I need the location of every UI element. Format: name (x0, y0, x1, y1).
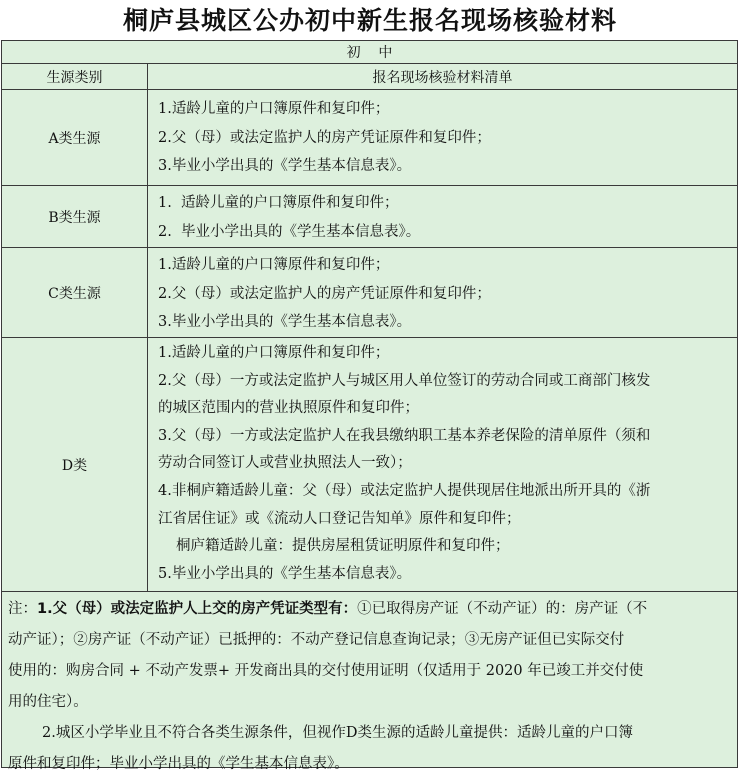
note-bold: 1.父（母）或法定监护人上交的房产凭证类型有： (37, 601, 358, 617)
materials-cell (148, 338, 737, 591)
column-header-category: 生源类别 (2, 64, 148, 89)
category-cell: B类生源 (2, 186, 148, 247)
table-row (2, 248, 737, 338)
materials-cell (148, 186, 737, 247)
material-item: 2.父（母）一方或法定监护人与城区用人单位签订的劳动合同或工商部门核发 (158, 372, 651, 389)
section-header-row (2, 41, 737, 64)
material-item: 桐庐籍适龄儿童：提供房屋租赁证明原件和复印件； (176, 538, 510, 555)
note-line: 用的住宅）。 (8, 694, 88, 710)
table-row (2, 338, 737, 592)
category-cell: A类生源 (2, 90, 148, 185)
note-line: 使用的：购房合同 + 不动产发票+ 开发商出具的交付使用证明（仅适用于 2020 年已竣工并交付使 (8, 663, 644, 679)
material-item: 的城区范围内的营业执照原件和复印件； (158, 400, 419, 417)
section-header: 初 中 (346, 45, 393, 61)
material-item: 1.适龄儿童的户口簿原件和复印件； (158, 345, 390, 361)
note-line: 动产证）；②房产证（不动产证）已抵押的：不动产登记信息查询记录；③无房产证但已实际交付 (8, 632, 625, 648)
material-item: 3.毕业小学出具的《学生基本信息表》。 (158, 158, 412, 174)
material-item: 2.父（母）或法定监护人的房产凭证原件和复印件； (158, 285, 491, 302)
material-item: 劳动合同签订人或营业执照法人一致）； (158, 455, 412, 472)
materials-cell (148, 248, 737, 337)
materials-table (1, 40, 738, 772)
note-line (8, 594, 733, 625)
note-line: 2.城区小学毕业且不符合各类生源条件，但视作D类生源的适龄儿童提供：适龄儿童的户口簿 (42, 725, 633, 741)
material-item: 江省居住证》或《流动人口登记告知单》原件和复印件； (158, 510, 521, 527)
note-rest: ①已取得房产证（不动产证）的：房产证（不 (357, 601, 648, 617)
table-row (2, 186, 737, 248)
material-item: 2.父（母）或法定监护人的房产凭证原件和复印件； (158, 129, 491, 146)
page-title: 桐庐县城区公办初中新生报名现场核验材料 (122, 6, 617, 35)
table-row (2, 90, 737, 186)
column-header-materials: 报名现场核验材料清单 (372, 69, 513, 86)
material-item: 5.毕业小学出具的《学生基本信息表》。 (158, 565, 412, 582)
material-item: 1.适龄儿童的户口簿原件和复印件； (158, 257, 390, 273)
note-prefix: 注： (8, 601, 37, 617)
column-header-row (2, 64, 737, 90)
note-line: 原件和复印件；毕业小学出具的《学生基本信息表》。 (8, 756, 349, 772)
category-cell: D类 (2, 338, 148, 591)
materials-cell (148, 90, 737, 185)
material-item: 2. 毕业小学出具的《学生基本信息表》。 (158, 223, 421, 240)
note-block (8, 594, 733, 780)
material-item: 1.适龄儿童的户口簿原件和复印件； (158, 101, 390, 117)
material-item: 3.父（母）一方或法定监护人在我县缴纳职工基本养老保险的清单原件（须和 (158, 427, 651, 444)
material-item: 1. 适龄儿童的户口簿原件和复印件； (158, 195, 399, 211)
material-item: 3.毕业小学出具的《学生基本信息表》。 (158, 314, 412, 330)
category-cell: C类生源 (2, 248, 148, 337)
note-row (2, 592, 737, 772)
material-item: 4.非桐庐籍适龄儿童：父（母）或法定监护人提供现居住地派出所开具的《浙 (158, 482, 651, 499)
